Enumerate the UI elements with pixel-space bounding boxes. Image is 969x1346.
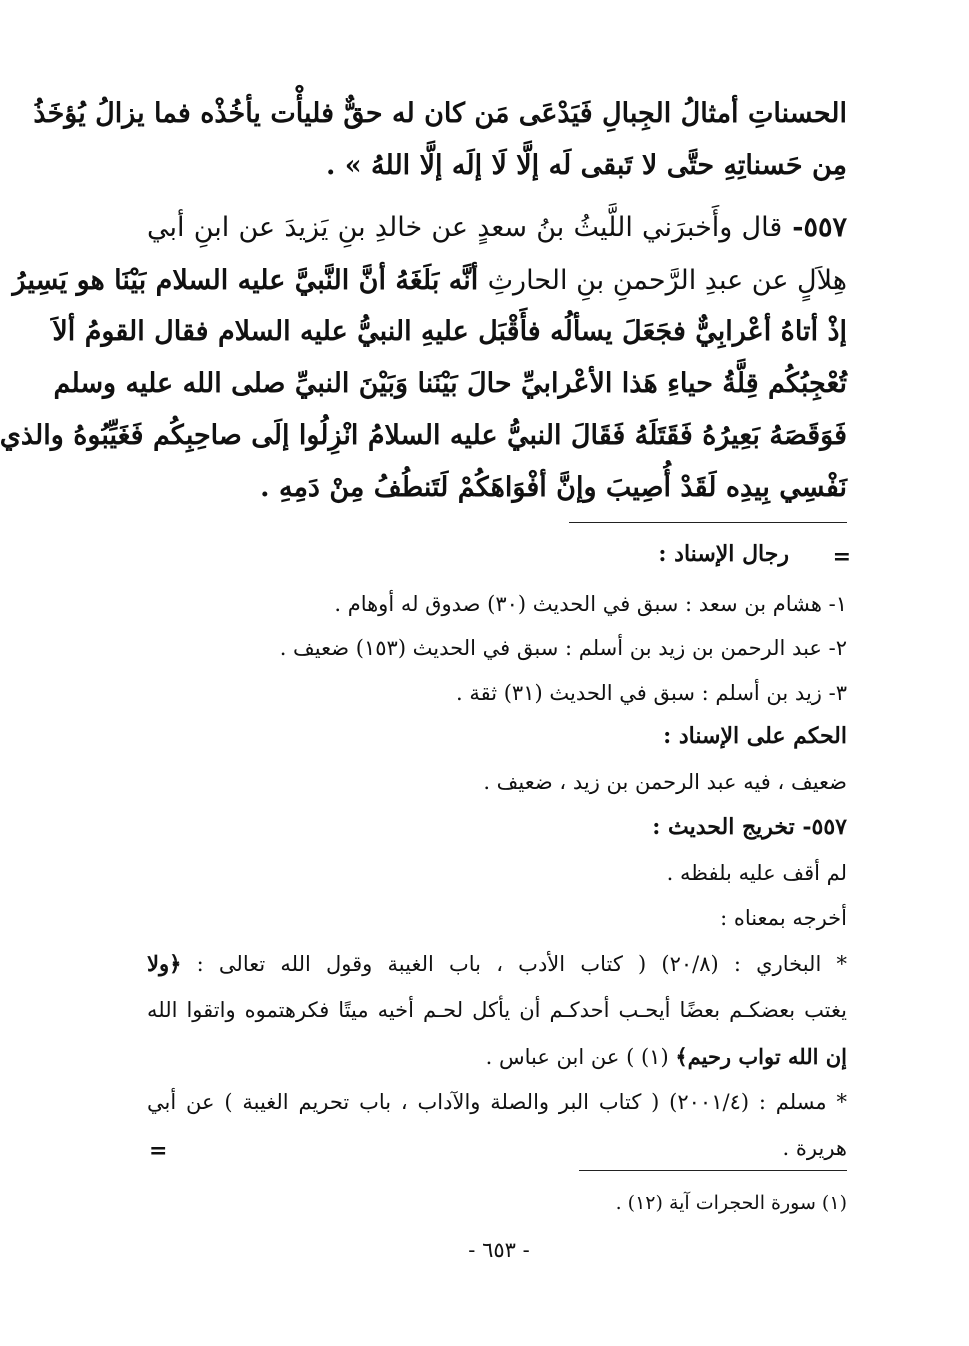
separator-rule [569,522,847,523]
muslim-line-1: * مسلم : (٢٠٠١/٤) ( كتاب البر والصلة والآداب ، باب تحريم الغيبة ) عن أبي [147,1090,847,1114]
rijal-item-3: ٣- زيد بن أسلم : سبق في الحديث (٣١) ثقة . [455,681,847,705]
rijal-heading: رجال الإسناد : [658,541,789,567]
footnote: (١) سورة الحجرات آية (١٢) . [615,1192,847,1214]
hukm-heading: الحكم على الإسناد : [663,723,847,749]
muslim-line-2: هريرة . [782,1136,847,1160]
takhrij-line-1: لم أقف عليه بلفظه . [666,861,847,885]
hadith-557-line-2 [12,265,847,296]
hadith-continuation-line-2: مِن حَسناتِهِ حتَّى لا تَبقى لَه إلَّا لَا إلَه إلَّا اللهُ » . [325,150,847,181]
bukhari-line-2: يغتب بعضكـم بعضًا أيحـب أحدكـم أن يأكل لحـم أخيه ميتًا فكرهتموه واتقوا الله [147,998,847,1022]
footnote-rule [579,1170,847,1171]
page-number: - ٦٥٣ - [468,1238,530,1262]
hadith-557-line-3: إذْ أتاهُ أعْرابِيٌّ فجَعَلَ يسألُه فأَقْبَل عليهِ النبيُّ عليه السلام فقال القومُ ألاَ [52,316,847,347]
hadith-557-line-5: فَوَقَصَهُ بَعِيرُهُ فَقَتَلَهُ فَقَالَ النبيُّ عليه السلامُ انْزِلُوا إلَى صاحِبِكُم فَغَيِّبُوهُ والذي [0,420,847,451]
takhrij-line-2: أخرجه بمعناه : [720,906,847,930]
hukm-text: ضعيف ، فيه عبد الرحمن بن زيد ، ضعيف . [483,770,847,794]
bukhari-narrator: (١) ) عن ابن عباس . [485,1045,669,1069]
hadith-557-isnad-2: هِلاَلٍ عن عبدِ الرَّحمنِ بنِ الحارثِ [487,265,847,296]
bukhari-line-1 [147,953,847,975]
rijal-item-2: ٢- عبد الرحمن بن زيد بن أسلم : سبق في الحديث (١٥٣) ضعيف . [279,636,847,660]
hadith-557-matn-start: أنَّه بَلَغَهُ أنَّ النَّبيَّ عليه السلام بَيْنَا هو يَسِيرُ [12,265,479,296]
hadith-557-line-1 [147,214,847,241]
hadith-continuation-line-1: الحسناتِ أمثالُ الجِبالِ فَيَدْعَى مَن كان له حقٌّ فليأْت يأخُذْه فما يزالُ يُؤخَذُ [33,98,847,129]
end-continuation-mark: = [149,1138,168,1164]
takhrij-heading: ٥٥٧- تخريج الحديث : [652,814,847,840]
continuation-mark: = [832,544,851,570]
bukhari-line-3 [147,1046,847,1068]
hadith-557-line-6: نَفْسِي بِيدِه لَقَدْ أُصِيبَ وإنَّ أفْوَاهَكُمْ لَتَنطُفُ مِنْ دَمِهِ . [260,472,847,503]
quran-verse-end: إن الله تواب رحيم﴾ [675,1044,847,1069]
quran-verse-start: ﴿ولا [147,951,182,976]
hadith-557-line-4: تُعْجِبُكُم قِلَّةُ حياءِ هَذا الأعْرابيِّ حالَ بَيْنَنا وَبَيْنَ النبيِّ صلى الله عليه وسلم [53,368,847,399]
hadith-557-isnad-1: قال وأَخبرَني اللَّيثُ بنُ سعدٍ عن خالدِ بنِ يَزيدَ عن ابنِ أبي [147,212,783,243]
bukhari-reference: * البخاري : (٢٠/٨) ( كتاب الأدب ، باب الغيبة وقول الله تعالى : [196,952,847,976]
rijal-item-1: ١- هشام بن سعد : سبق في الحديث (٣٠) صدوق له أوهام . [334,592,847,616]
hadith-number: ٥٥٧- [792,212,847,243]
